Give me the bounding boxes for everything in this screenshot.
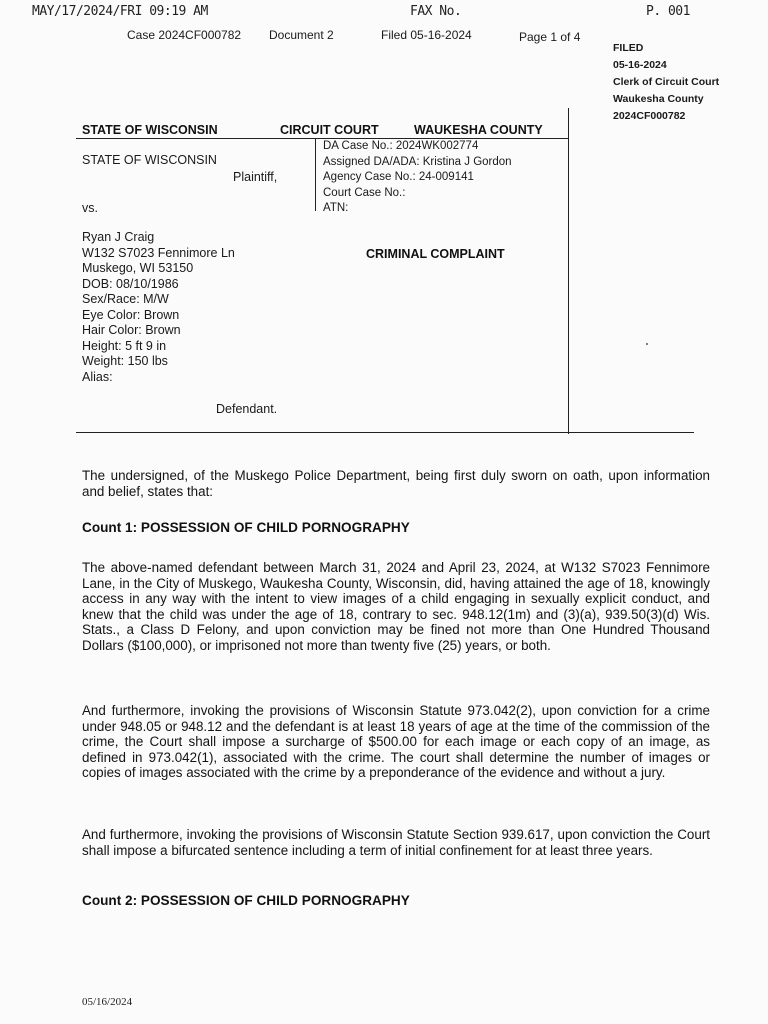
plaintiff-name: STATE OF WISCONSIN	[82, 153, 217, 167]
complaint-intro: The undersigned, of the Muskego Police Department, being first duly sworn on oath, upon information and belief, states that:	[82, 468, 710, 499]
page-count: Page 1 of 4	[519, 30, 581, 44]
caption-right-border	[568, 108, 569, 434]
filed-stamp-label: FILED	[613, 42, 644, 54]
versus-label: vs.	[82, 201, 98, 215]
filed-stamp	[613, 40, 719, 125]
filed-date-header: Filed 05-16-2024	[381, 28, 472, 42]
defendant-info-line: Ryan J Craig	[82, 230, 155, 244]
court-case-number: Court Case No.:	[323, 186, 406, 199]
count-1-title: Count 1: POSSESSION OF CHILD PORNOGRAPHY	[82, 520, 410, 535]
fax-page: P. 001	[646, 4, 690, 19]
plaintiff-role: Plaintiff,	[233, 170, 278, 184]
caption-county: WAUKESHA COUNTY	[414, 123, 543, 137]
document-number: Document 2	[269, 28, 334, 42]
defendant-info-line: Weight: 150 lbs	[82, 354, 168, 368]
caption-court: CIRCUIT COURT	[280, 123, 379, 137]
defendant-info-line: Height: 5 ft 9 in	[82, 338, 167, 353]
case-info-block	[323, 139, 512, 217]
defendant-role: Defendant.	[216, 402, 278, 416]
document-type-title: CRIMINAL COMPLAINT	[366, 247, 505, 261]
count-2-title: Count 2: POSSESSION OF CHILD PORNOGRAPHY	[82, 893, 410, 908]
case-number-header: Case 2024CF000782	[127, 28, 242, 42]
defendant-info-block	[82, 230, 235, 385]
fax-datetime: MAY/17/2024/FRI 09:19 AM	[32, 4, 208, 19]
filed-stamp-county: Waukesha County	[613, 93, 704, 105]
caption-state: STATE OF WISCONSIN	[82, 123, 218, 137]
filed-stamp-clerk: Clerk of Circuit Court	[613, 76, 720, 88]
defendant-info-line: Eye Color: Brown	[82, 307, 180, 322]
da-case-number: DA Case No.: 2024WK002774	[323, 140, 479, 152]
defendant-info-line: Alias:	[82, 369, 113, 384]
caption-bottom-rule	[76, 432, 694, 433]
filed-stamp-date: 05-16-2024	[613, 59, 667, 71]
agency-case-number: Agency Case No.: 24-009141	[323, 171, 474, 183]
filed-stamp-case-number: 2024CF000782	[613, 110, 686, 122]
defendant-info-line: Hair Color: Brown	[82, 323, 181, 337]
defendant-info-line: W132 S7023 Fennimore Ln	[82, 245, 235, 260]
fax-number-label: FAX No.	[410, 4, 462, 19]
bifurcated-sentence-paragraph: And furthermore, invoking the provisions of Wisconsin Statute Section 939.617, upon conviction the Court shall impose a bifurcated sentence including a term of initial confinement for at least three years.	[82, 827, 710, 858]
count-1-text: The above-named defendant between March 31, 2024 and April 23, 2024, at W132 S7023 Fennimore Lane, in the City of Muskego, Waukesha County, Wisconsin, did, having attained the age of 18, knowingly access in any way with the intent to view images of a child engaging in sexually explicit conduct, and knew that the child was under the age of 18, contrary to sec. 948.12(1m) and (3)(a), 939.50(3)(d) Wis. Stats., a Class D Felony, and upon conviction may be fined not more than One Hundred Thousand Dollars ($100,000), or imprisoned not more than twenty five (25) years, or both.	[82, 560, 710, 653]
footer-date: 05/16/2024	[82, 996, 133, 1008]
defendant-info-line: Sex/Race: M/W	[82, 292, 169, 306]
assigned-da: Assigned DA/ADA: Kristina J Gordon	[323, 155, 512, 168]
defendant-info-line: DOB: 08/10/1986	[82, 276, 179, 291]
scan-speck	[646, 343, 648, 345]
defendant-info-line: Muskego, WI 53150	[82, 261, 194, 275]
surcharge-paragraph: And furthermore, invoking the provisions of Wisconsin Statute 973.042(2), upon conviction for a crime under 948.05 or 948.12 and the defendant is at least 18 years of age at the time of the commission of the crime, the Court shall impose a surcharge of $500.00 for each image or each copy of an image, as defined in 973.042(1), associated with the crime. The court shall determine the number of images or copies of images associated with the crime by a preponderance of the evidence and without a jury.	[82, 703, 710, 781]
atn-label: ATN:	[323, 202, 349, 214]
caption-center-divider	[315, 139, 316, 211]
